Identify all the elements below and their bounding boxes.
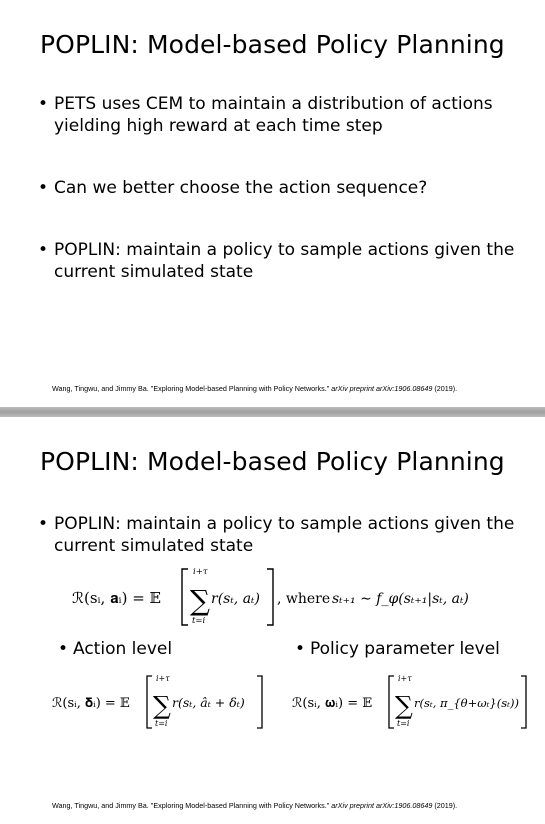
sub-bullet-item <box>58 638 172 660</box>
bullet-dot-icon: • <box>58 639 69 659</box>
slide-separator <box>0 407 545 417</box>
bullet-dot-icon: • <box>38 514 49 534</box>
sub-bullet-item <box>295 638 500 660</box>
equation-policy-level <box>290 670 535 736</box>
bracket-right-icon <box>257 676 262 728</box>
citation-venue: arXiv preprint arXiv:1906.08649 <box>331 801 433 810</box>
bracket-right-icon <box>267 569 273 625</box>
sum-upper-limit: i+τ <box>156 674 170 683</box>
equation-rhs: sₜ₊₁ ∼ f_φ(sₜ₊₁|sₜ, aₜ) <box>332 591 469 607</box>
sum-lower-limit: t=i <box>155 719 168 728</box>
slide-2 <box>0 417 545 824</box>
bracket-left-icon <box>182 569 188 625</box>
bullet-text: POPLIN: maintain a policy to sample actions given the current simulated state <box>54 240 515 282</box>
equation-lhs: ℛ(sᵢ, 𝐚ᵢ) = 𝔼 <box>72 589 161 607</box>
sum-lower-limit: t=i <box>192 616 206 626</box>
equation-where: , where <box>277 591 331 607</box>
slide-title: POPLIN: Model-based Policy Planning <box>40 30 505 59</box>
bullet-item <box>38 513 518 557</box>
citation-year: (2019). <box>432 384 458 393</box>
bullet-dot-icon: • <box>38 178 49 198</box>
sigma-icon: ∑ <box>395 691 413 720</box>
equation-summand: r(sₜ, aₜ) <box>211 591 260 607</box>
bullet-text: Can we better choose the action sequence? <box>54 178 428 198</box>
bullet-dot-icon: • <box>38 240 49 260</box>
bracket-right-icon <box>521 676 526 728</box>
equation-lhs: ℛ(sᵢ, 𝛅ᵢ) = 𝔼 <box>52 696 130 711</box>
citation <box>52 801 457 810</box>
equation-lhs: ℛ(sᵢ, 𝛚ᵢ) = 𝔼 <box>292 696 373 711</box>
bracket-left-icon <box>147 676 152 728</box>
slide-title: POPLIN: Model-based Policy Planning <box>40 447 505 476</box>
sum-lower-limit: t=i <box>397 719 410 728</box>
bracket-left-icon <box>389 676 394 728</box>
equation-action-level <box>50 670 275 736</box>
bullet-item <box>38 177 518 199</box>
bullet-dot-icon: • <box>38 94 49 114</box>
citation-year: (2019). <box>432 801 458 810</box>
sigma-icon: ∑ <box>153 691 171 720</box>
bullet-dot-icon: • <box>295 639 306 659</box>
sum-upper-limit: i+τ <box>193 567 208 577</box>
slide-1 <box>0 0 545 407</box>
citation-venue: arXiv preprint arXiv:1906.08649 <box>331 384 433 393</box>
citation <box>52 384 457 393</box>
bullet-item <box>38 93 518 137</box>
equation-summand: r(sₜ, âₜ + δₜ) <box>172 695 245 710</box>
citation-authors: Wang, Tingwu, and Jimmy Ba. "Exploring Model-based Planning with Policy Networks." <box>52 384 332 393</box>
sigma-icon: ∑ <box>190 584 210 617</box>
bullet-text: PETS uses CEM to maintain a distribution of actions yielding high reward at each time step <box>54 94 493 136</box>
sub-bullet-text: Action level <box>73 639 173 659</box>
sub-bullet-text: Policy parameter level <box>310 639 500 659</box>
bullet-text: POPLIN: maintain a policy to sample actions given the current simulated state <box>54 514 515 556</box>
equation-summand: r(sₜ, π_{θ+ωₜ}(sₜ)) <box>414 696 519 710</box>
citation-authors: Wang, Tingwu, and Jimmy Ba. "Exploring Model-based Planning with Policy Networks." <box>52 801 332 810</box>
equation-main <box>70 561 510 633</box>
bullet-item <box>38 239 518 283</box>
sum-upper-limit: i+τ <box>398 674 412 683</box>
